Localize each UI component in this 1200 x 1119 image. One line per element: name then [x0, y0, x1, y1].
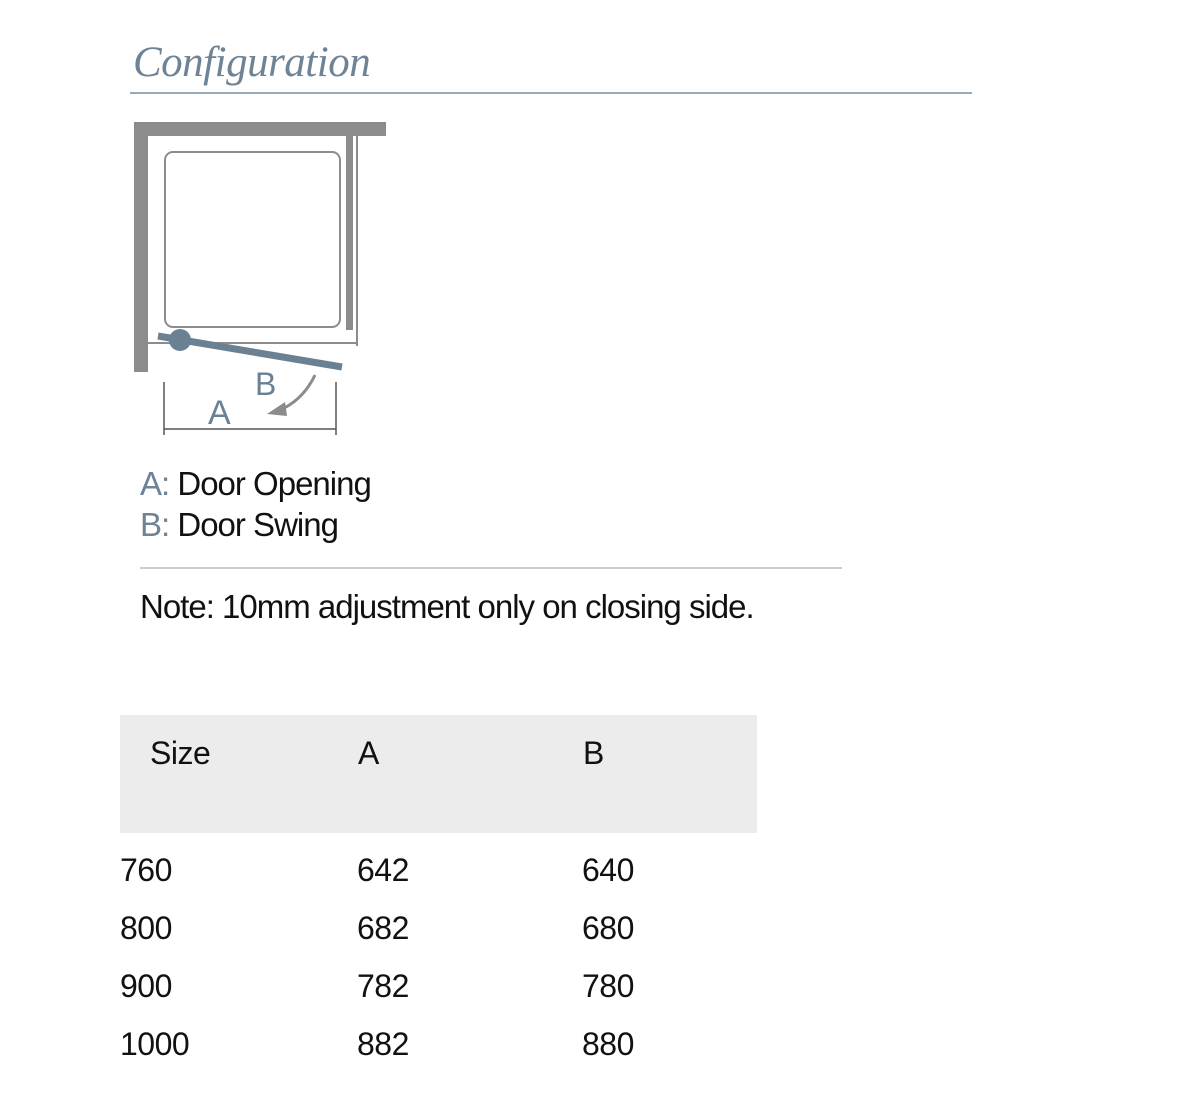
diagram-legend: [140, 463, 371, 545]
legend-label: Door Swing: [177, 506, 338, 543]
cell-a: 782: [357, 967, 409, 1004]
column-header-size: Size: [150, 735, 211, 771]
cell-b: 640: [582, 851, 634, 888]
size-table: [120, 715, 757, 1073]
cell-size: 1000: [120, 1025, 190, 1062]
column-header-a: A: [358, 735, 379, 771]
cell-a: 642: [357, 851, 409, 888]
cell-size: 800: [120, 909, 172, 946]
legend-label: Door Opening: [177, 465, 371, 502]
cell-size: 760: [120, 851, 172, 888]
table-row: [120, 899, 757, 957]
side-panel-icon: [346, 136, 358, 346]
legend-item-door-opening: [140, 463, 371, 504]
cell-size: 900: [120, 967, 172, 1004]
legend-key: A:: [140, 465, 170, 502]
dimension-line-icon: [164, 382, 336, 435]
cell-b: 880: [582, 1025, 634, 1062]
cell-a: 682: [357, 909, 409, 946]
adjustment-note: Note: 10mm adjustment only on closing side.: [140, 588, 754, 625]
diagram-label-b: B: [255, 366, 277, 402]
table-row: [120, 1015, 757, 1073]
table-row: [120, 833, 757, 899]
legend-key: B:: [140, 506, 170, 543]
legend-item-door-swing: [140, 504, 371, 545]
door-icon: [158, 329, 342, 367]
table-row: [120, 957, 757, 1015]
cell-a: 882: [357, 1025, 409, 1062]
shower-configuration-diagram: [120, 110, 410, 450]
page-title: Configuration: [133, 39, 371, 86]
cell-b: 680: [582, 909, 634, 946]
cell-b: 780: [582, 967, 634, 1004]
note-divider: [140, 567, 842, 569]
table-header-row: [120, 715, 757, 833]
title-divider: [130, 92, 972, 94]
column-header-b: B: [583, 735, 604, 771]
shower-tray-icon: [165, 152, 340, 327]
diagram-label-a: A: [208, 394, 231, 432]
